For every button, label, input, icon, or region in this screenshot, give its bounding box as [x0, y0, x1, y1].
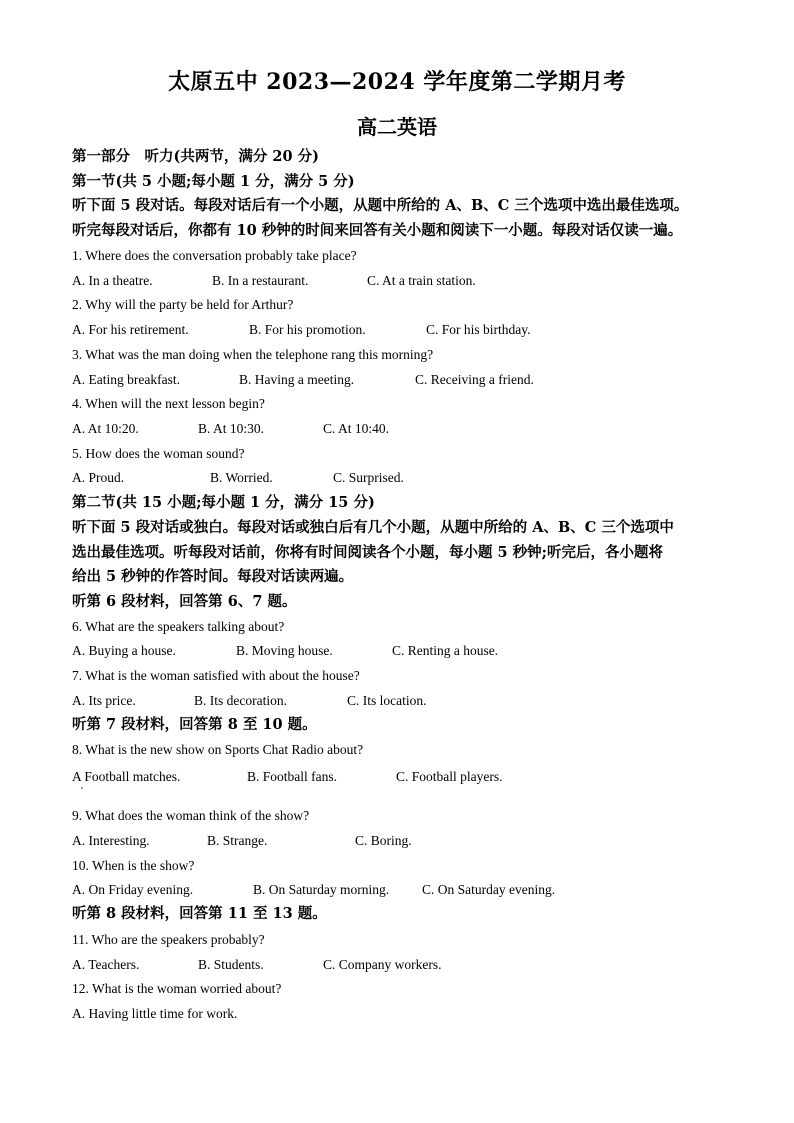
option-9b: B. Strange.: [207, 833, 268, 848]
option-2c: C. For his birthday.: [426, 322, 531, 337]
option-4b: B. At 10:30.: [198, 421, 265, 436]
option-11b: B. Students.: [198, 957, 264, 972]
option-3c: C. Receiving a friend.: [415, 372, 534, 387]
option-1c: C. At a train station.: [367, 273, 476, 288]
option-10a: A. On Friday evening.: [72, 882, 194, 897]
part1-heading: 第一部分 听力(共两节，满分 20 分): [72, 148, 319, 165]
option-7a: A. Its price.: [72, 693, 136, 708]
question-3: 3. What was the man doing when the telephone rang this morning?: [72, 347, 434, 362]
material-7-heading: 听第 7 段材料，回答第 8 至 10 题。: [72, 716, 317, 733]
option-5c: C. Surprised.: [333, 470, 404, 485]
option-8b: B. Football fans.: [247, 769, 337, 784]
stray-dot: [81, 787, 83, 789]
option-7c: C. Its location.: [347, 693, 427, 708]
option-6b: B. Moving house.: [236, 643, 333, 658]
section2-heading: 第二节(共 15 小题;每小题 1 分，满分 15 分): [72, 494, 375, 511]
material-8-heading: 听第 8 段材料，回答第 11 至 13 题。: [72, 905, 327, 922]
option-5a: A. Proud.: [72, 470, 125, 485]
option-8a: A Football matches.: [72, 769, 181, 784]
option-10c: C. On Saturday evening.: [422, 882, 556, 897]
option-4c: C. At 10:40.: [323, 421, 390, 436]
option-9a: A. Interesting.: [72, 833, 150, 848]
option-3b: B. Having a meeting.: [239, 372, 355, 387]
exam-subtitle: 高二英语: [357, 115, 437, 139]
question-5: 5. How does the woman sound?: [72, 446, 245, 461]
option-2b: B. For his promotion.: [249, 322, 366, 337]
option-9c: C. Boring.: [355, 833, 412, 848]
question-2: 2. Why will the party be held for Arthur?: [72, 297, 294, 312]
option-11a: A. Teachers.: [72, 957, 140, 972]
option-5b: B. Worried.: [210, 470, 273, 485]
question-4: 4. When will the next lesson begin?: [72, 396, 265, 411]
option-6a: A. Buying a house.: [72, 643, 176, 658]
option-11c: C. Company workers.: [323, 957, 442, 972]
section2-instruction-line2: 选出最佳选项。听每段对话前，你将有时间阅读各个小题，每小题 5 秒钟;听完后，各小题将: [72, 544, 664, 561]
section1-instruction-line1: 听下面 5 段对话。每段对话后有一个小题，从题中所给的 A、B、C 三个选项中选出最佳选项。: [72, 197, 689, 214]
material-6-heading: 听第 6 段材料，回答第 6、7 题。: [72, 593, 297, 610]
option-6c: C. Renting a house.: [392, 643, 499, 658]
section1-heading: 第一节(共 5 小题;每小题 1 分，满分 5 分): [72, 173, 355, 190]
option-1a: A. In a theatre.: [72, 273, 153, 288]
option-12a: A. Having little time for work.: [72, 1006, 238, 1021]
option-8c: C. Football players.: [396, 769, 503, 784]
question-9: 9. What does the woman think of the show?: [72, 808, 310, 823]
question-1: 1. Where does the conversation probably take place?: [72, 248, 357, 263]
question-12: 12. What is the woman worried about?: [72, 981, 282, 996]
option-7b: B. Its decoration.: [194, 693, 287, 708]
question-10: 10. When is the show?: [72, 858, 195, 873]
question-11: 11. Who are the speakers probably?: [72, 932, 265, 947]
exam-title: 太原五中 2023—2024 学年度第二学期月考: [168, 69, 626, 95]
section1-instruction-line2: 听完每段对话后，你都有 10 秒钟的时间来回答有关小题和阅读下一小题。每段对话仅读一遍。: [72, 222, 683, 239]
question-7: 7. What is the woman satisfied with about the house?: [72, 668, 360, 683]
section2-instruction-line1: 听下面 5 段对话或独白。每段对话或独白后有几个小题，从题中所给的 A、B、C 三个选项中: [72, 519, 674, 536]
option-1b: B. In a restaurant.: [212, 273, 309, 288]
option-2a: A. For his retirement.: [72, 322, 189, 337]
option-3a: A. Eating breakfast.: [72, 372, 180, 387]
question-8: 8. What is the new show on Sports Chat Radio about?: [72, 742, 364, 757]
question-6: 6. What are the speakers talking about?: [72, 619, 285, 634]
option-10b: B. On Saturday morning.: [253, 882, 390, 897]
section2-instruction-line3: 给出 5 秒钟的作答时间。每段对话读两遍。: [72, 568, 354, 585]
option-4a: A. At 10:20.: [72, 421, 139, 436]
